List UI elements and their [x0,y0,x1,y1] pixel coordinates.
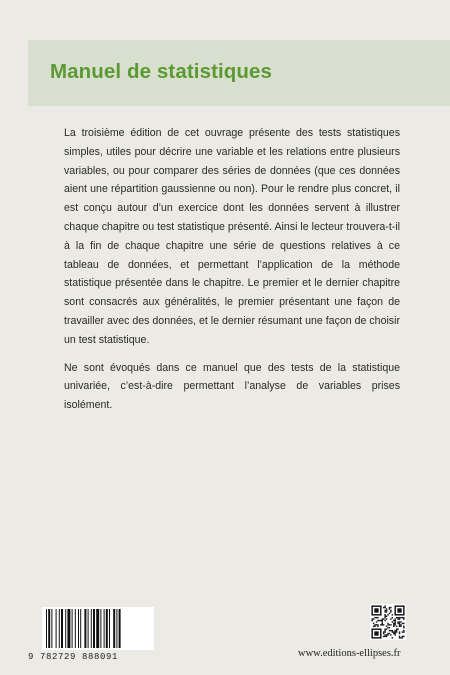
qr-module [389,633,390,634]
qr-module [390,610,391,611]
qr-finder [403,605,404,615]
qr-module [384,616,385,617]
qr-module [399,624,400,625]
qr-finder [397,608,401,612]
qr-module [383,636,384,637]
barcode-bar [67,609,70,648]
qr-module [397,623,398,624]
qr-module [384,620,385,621]
qr-module [396,628,397,629]
qr-module [389,608,390,609]
qr-module [387,633,388,634]
qr-module [393,623,394,624]
qr-module [393,624,394,625]
qr-module [402,631,403,632]
qr-module [386,611,387,612]
qr-module [383,618,384,619]
qr-module [382,624,383,625]
qr-module [394,633,395,634]
qr-module [379,620,380,621]
qr-finder [374,608,378,612]
qr-finder [394,614,404,615]
qr-module [374,617,375,618]
barcode-bar [78,609,79,648]
qr-code-icon [370,604,406,640]
qr-module [394,623,395,624]
qr-module [400,617,401,618]
qr-module [373,626,374,627]
qr-module [387,614,388,615]
qr-module [399,631,400,632]
qr-module [403,626,404,627]
qr-module [386,618,387,619]
barcode-bar [113,609,115,648]
qr-module [399,626,400,627]
qr-module [403,630,404,631]
qr-module [386,608,387,609]
qr-module [380,620,381,621]
qr-module [399,621,400,622]
qr-module [396,626,397,627]
qr-module [382,618,383,619]
qr-module [373,623,374,624]
qr-module [387,623,388,624]
barcode-bars-icon [42,607,154,650]
qr-module [384,630,385,631]
barcode-bar [72,609,73,648]
qr-module [394,620,395,621]
qr-module [384,611,385,612]
qr-module [386,616,387,617]
qr-module [376,624,377,625]
title-band [28,40,450,106]
qr-module [386,636,387,637]
qr-module [390,634,391,635]
qr-module [382,623,383,624]
barcode-bar [106,609,108,648]
qr-finder [371,605,381,606]
qr-module [393,633,394,634]
qr-module [389,607,390,608]
qr-module [377,620,378,621]
qr-module [384,605,385,606]
qr-module [390,607,391,608]
qr-module [403,617,404,618]
qr-module [392,614,393,615]
qr-module [373,618,374,619]
qr-module [386,610,387,611]
qr-module [403,631,404,632]
barcode-bar [93,609,95,648]
qr-finder [374,631,378,635]
qr-module [386,626,387,627]
qr-module [397,628,398,629]
barcode-bar [48,609,50,648]
qr-module [403,623,404,624]
qr-module [384,610,385,611]
qr-module [384,636,385,637]
barcode-bar [56,609,57,648]
qr-module [399,636,400,637]
qr-module [384,631,385,632]
qr-module [371,618,372,619]
qr-module [392,637,393,638]
qr-module [394,621,395,622]
barcode-bar [51,609,52,648]
qr-module [390,630,391,631]
qr-module [399,623,400,624]
qr-module [400,621,401,622]
barcode-bar [88,609,89,648]
qr-module [390,611,391,612]
qr-module [390,618,391,619]
qr-module [387,624,388,625]
qr-module [390,624,391,625]
barcode-bar [96,609,99,648]
qr-module [377,617,378,618]
barcode-bar [46,609,47,648]
qr-module [387,627,388,628]
qr-module [374,624,375,625]
qr-module [382,620,383,621]
qr-module [396,630,397,631]
qr-module [380,624,381,625]
blurb-paragraph-1: La troisième édition de cet ouvrage présente des tests statistiques simples, utiles pour décrire une variable et les relations entre plusieurs variables, ou pour comparer des séries de données (que ces données aient une répartition gaussienne ou non). Pour le rendre plus concret, il est conçu autour d’un exercice dont les données servent à illustrer chaque chapitre ou test statistique présenté. Ainsi le lecteur trouvera-t-il à la fin de chaque chapitre une série de questions relatives à ce tableau de données, et permettant l’application de la méthode statistique présentée dans le chapitre. Le premier et le dernier chapitre sont consacrés aux généralités, le premier présentant une façon de travailler avec des données, et le dernier résumant une façon de choisir un test statistique. [64,127,400,346]
barcode-bar [84,609,86,648]
barcode-bar [75,609,76,648]
qr-module [394,618,395,619]
qr-module [383,607,384,608]
qr-module [400,637,401,638]
qr-module [397,617,398,618]
qr-module [400,624,401,625]
qr-module [399,617,400,618]
qr-module [384,614,385,615]
qr-module [384,607,385,608]
qr-module [383,633,384,634]
isbn-barcode [28,607,156,665]
qr-module [402,617,403,618]
barcode-bar [119,609,121,648]
qr-module [374,626,375,627]
qr-finder [394,605,404,606]
qr-module [389,627,390,628]
qr-module [399,637,400,638]
qr-module [394,630,395,631]
qr-module [399,618,400,619]
qr-module [384,617,385,618]
qr-module [396,631,397,632]
qr-module [392,621,393,622]
qr-module [383,624,384,625]
qr-module [397,618,398,619]
qr-module [396,617,397,618]
qr-finder [371,637,381,638]
qr-finder [371,628,372,638]
blurb [64,124,400,424]
barcode-bar [59,609,60,648]
qr-module [402,637,403,638]
qr-module [394,634,395,635]
qr-finder [380,628,381,638]
barcode-bar [109,609,110,648]
qr-module [386,628,387,629]
qr-module [389,630,390,631]
qr-module [393,620,394,621]
qr-module [376,621,377,622]
qr-module [377,624,378,625]
qr-module [393,626,394,627]
qr-module [403,627,404,628]
qr-finder [371,614,381,615]
qr-module [386,634,387,635]
qr-module [389,624,390,625]
barcode-bar [61,609,63,648]
barcode-bar [91,609,92,648]
qr-module [394,631,395,632]
book-title: Manuel de statistiques [50,60,273,83]
barcode-bar [100,609,101,648]
barcode-bar [104,609,105,648]
qr-finder [371,605,372,615]
qr-module [371,620,372,621]
qr-module [384,634,385,635]
blurb-paragraph-2: Ne sont évoqués dans ce manuel que des tests de la statistique univariée, c’est-à-dire permettant l’analyse de variables prises isolément. [64,361,400,412]
qr-module [392,630,393,631]
barcode-bar [80,609,81,648]
qr-finder [380,605,381,615]
qr-module [387,634,388,635]
qr-finder [394,605,395,615]
qr-finder [371,628,381,629]
qr-module [397,621,398,622]
qr-module [393,631,394,632]
qr-module [376,617,377,618]
qr-module [392,631,393,632]
qr-module [377,626,378,627]
qr-module [403,636,404,637]
qr-module [382,621,383,622]
qr-module [383,631,384,632]
qr-module [389,613,390,614]
qr-module [394,624,395,625]
qr-module [384,628,385,629]
qr-module [402,636,403,637]
publisher-url: www.editions-ellipses.fr [298,648,401,659]
qr-module [400,626,401,627]
qr-module [403,618,404,619]
barcode-bar [116,609,117,648]
qr-module [399,633,400,634]
qr-module [402,623,403,624]
barcode-digits: 9 782729 888091 [28,652,119,662]
qr-module [392,617,393,618]
barcode-bar [65,609,66,648]
